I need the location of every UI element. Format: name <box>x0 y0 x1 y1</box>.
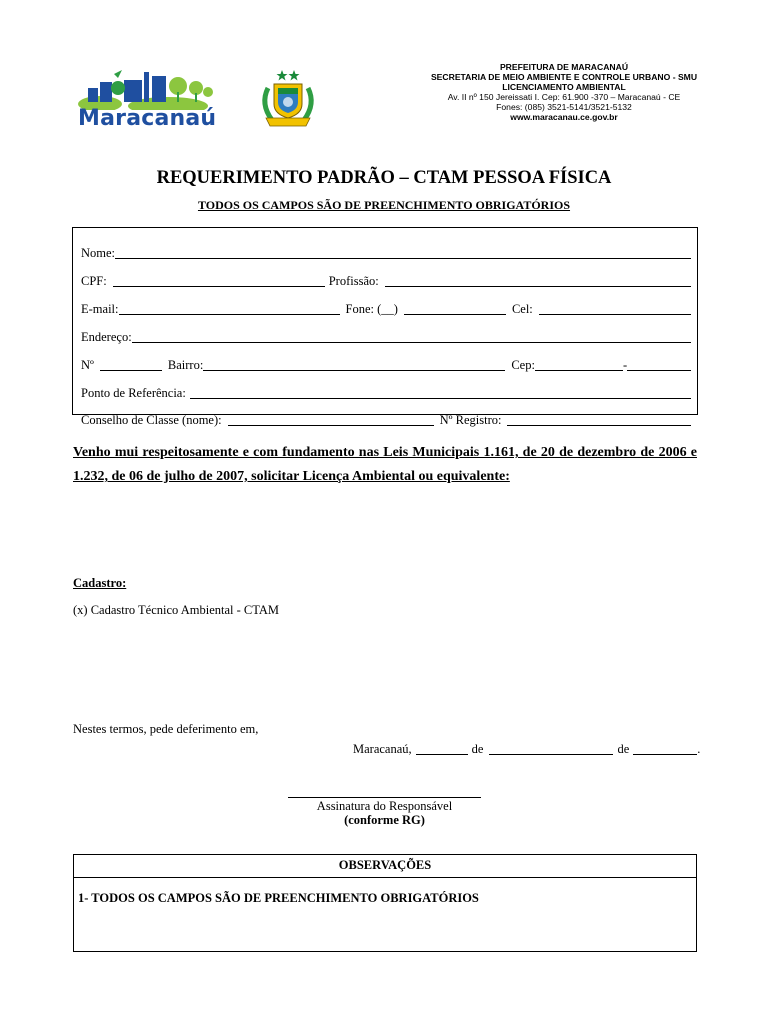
declaration-text: Venho mui respeitosamente e com fundamento nas Leis Municipais 1.161, de 20 de dezembro de 2006 e 1.232, de 06 de julho de 2007, solicitar Licença Ambiental ou equivalente: <box>73 445 697 484</box>
row-endereco <box>81 329 691 345</box>
header-line-prefeitura: PREFEITURA DE MARACANAÚ <box>499 62 629 72</box>
field-year[interactable] <box>633 743 697 755</box>
signature-note: (conforme RG) <box>344 813 425 827</box>
label-cpf: CPF: <box>81 274 107 288</box>
observation-item: 1- TODOS OS CAMPOS SÃO DE PREENCHIMENTO OBRIGATÓRIOS <box>78 891 479 905</box>
date-end-period: . <box>697 742 701 756</box>
field-endereco[interactable] <box>132 331 691 343</box>
label-ponto-referencia: Ponto de Referência: <box>81 386 186 400</box>
maracanau-logo <box>78 66 217 132</box>
header-line-licenciamento: LICENCIAMENTO AMBIENTAL <box>502 82 626 92</box>
label-numero: Nº <box>81 358 94 372</box>
signature-line[interactable] <box>288 797 481 798</box>
municipal-crest-icon <box>256 68 320 130</box>
place-date-line <box>353 742 700 757</box>
de-label-1: de <box>471 742 484 756</box>
field-day[interactable] <box>416 743 468 755</box>
field-conselho[interactable] <box>228 414 434 426</box>
label-fone: Fone: (__) <box>345 302 398 316</box>
observations-box <box>73 854 697 952</box>
field-fone[interactable] <box>404 303 506 315</box>
city-skyline-icon <box>78 66 214 110</box>
header-line-secretaria: SECRETARIA DE MEIO AMBIENTE E CONTROLE URBANO - SMU <box>430 72 698 82</box>
label-cel: Cel: <box>511 302 533 316</box>
row-nome <box>81 245 691 261</box>
logo-text: Maracanaú <box>78 106 217 131</box>
field-cep-suffix[interactable] <box>627 359 691 371</box>
label-bairro: Bairro: <box>167 358 204 372</box>
row-email-fone-cel <box>81 301 691 317</box>
field-nome[interactable] <box>115 247 691 259</box>
field-month[interactable] <box>489 743 613 755</box>
field-email[interactable] <box>119 303 340 315</box>
label-nome: Nome: <box>81 246 116 260</box>
label-endereco: Endereço: <box>81 330 132 344</box>
page-title: REQUERIMENTO PADRÃO – CTAM PESSOA FÍSICA <box>156 168 612 188</box>
field-cep-prefix[interactable] <box>535 359 623 371</box>
label-registro: Nº Registro: <box>439 413 502 427</box>
header-line-phones: Fones: (085) 3521-5141/3521-5132 <box>496 102 632 112</box>
field-profissao[interactable] <box>385 275 691 287</box>
header-organization-info <box>384 62 744 122</box>
row-cpf-profissao <box>81 273 691 289</box>
row-numero-bairro-cep <box>81 357 691 373</box>
header-line-website: www.maracanau.ce.gov.br <box>510 112 618 122</box>
field-registro[interactable] <box>507 414 691 426</box>
city-label: Maracanaú, <box>353 742 412 756</box>
signature-label: Assinatura do Responsável <box>316 799 453 813</box>
row-conselho-registro <box>81 412 691 428</box>
field-numero[interactable] <box>100 359 162 371</box>
field-cel[interactable] <box>539 303 691 315</box>
label-cep-separator: - <box>622 358 628 372</box>
header-line-address: Av. II nº 150 Jereissati I. Cep: 61.900 -370 – Maracanaú - CE <box>447 92 681 102</box>
page-subtitle: TODOS OS CAMPOS SÃO DE PREENCHIMENTO OBRIGATÓRIOS <box>197 198 571 212</box>
observations-heading: OBSERVAÇÕES <box>74 855 696 878</box>
label-cep: Cep: <box>511 358 535 372</box>
field-cpf[interactable] <box>113 275 325 287</box>
closing-text: Nestes termos, pede deferimento em, <box>73 722 259 736</box>
field-ponto-referencia[interactable] <box>190 387 691 399</box>
cadastro-option-ctam[interactable]: (x) Cadastro Técnico Ambiental - CTAM <box>73 603 280 617</box>
applicant-form <box>72 227 698 427</box>
field-bairro[interactable] <box>203 359 505 371</box>
label-profissao: Profissão: <box>328 274 379 288</box>
row-ponto-referencia <box>81 385 691 401</box>
label-conselho: Conselho de Classe (nome): <box>81 413 222 427</box>
de-label-2: de <box>617 742 630 756</box>
cadastro-heading: Cadastro: <box>73 576 127 590</box>
label-email: E-mail: <box>81 302 119 316</box>
